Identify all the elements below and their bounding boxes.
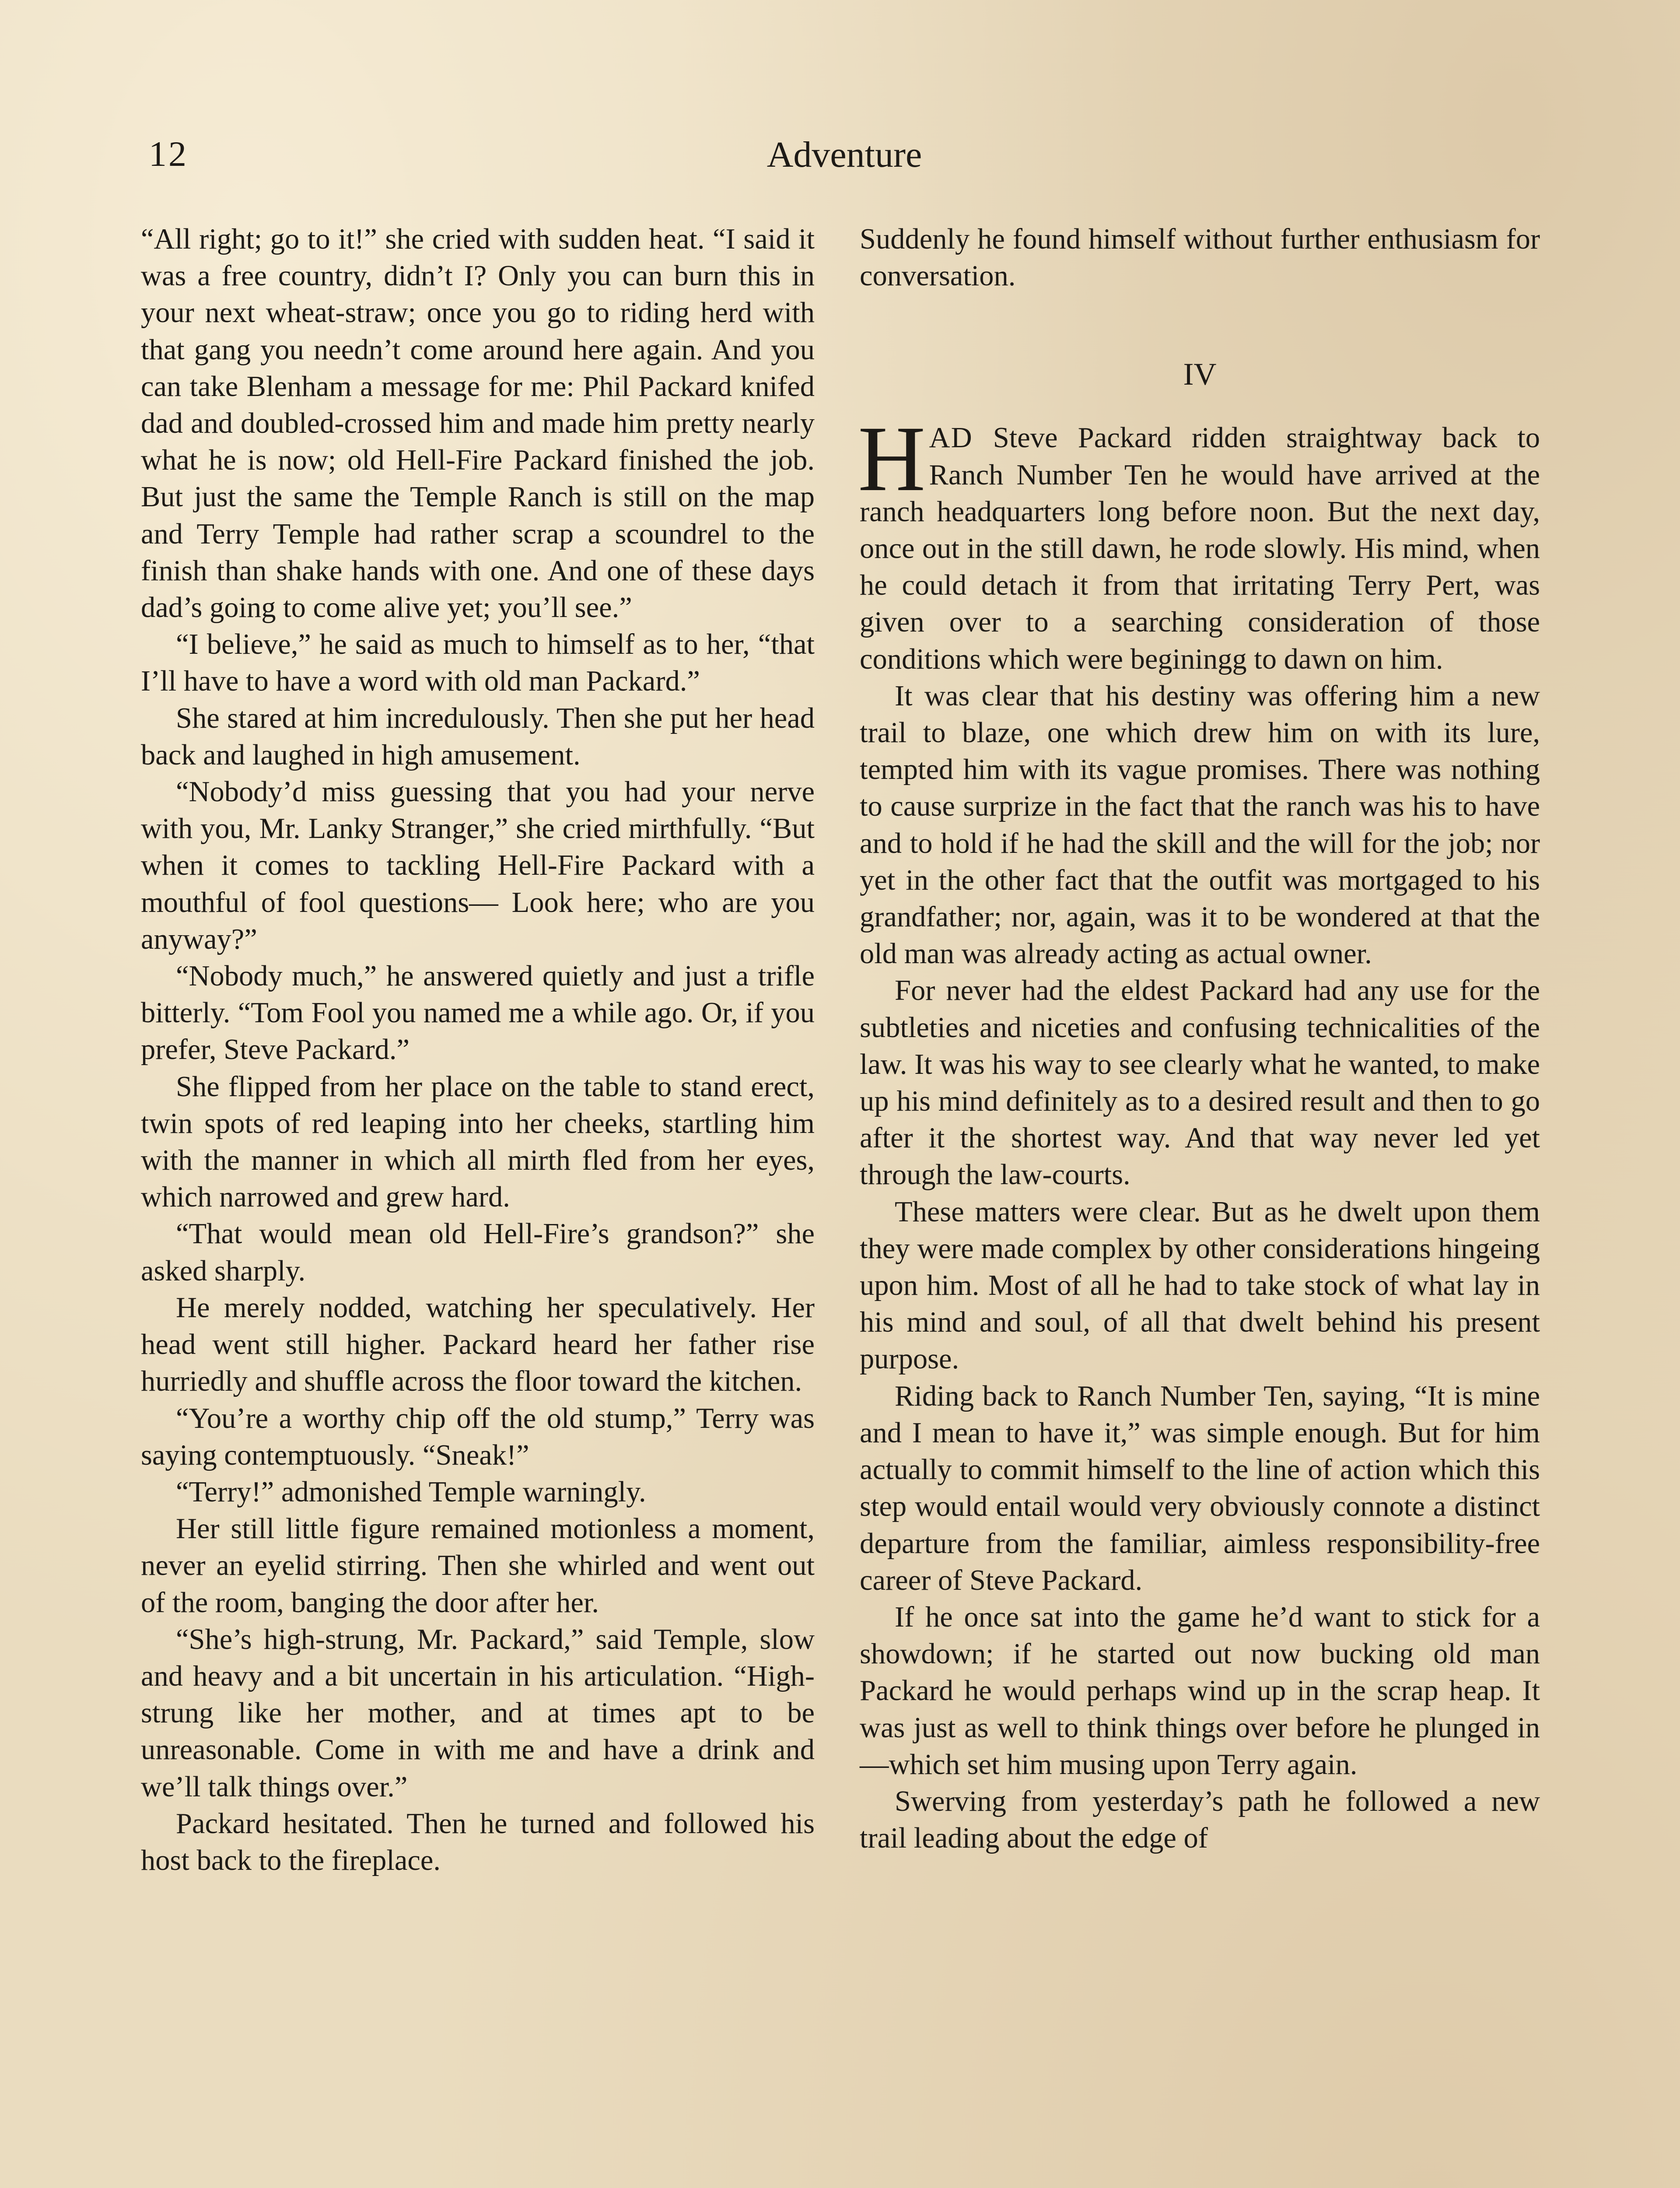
paragraph: It was clear that his destiny was offering him a new trail to blaze, one which drew him on with its lure, tempted him with its vague promises. There was nothing to cause surprize in the fact that the ranch was his to have and to hold if he had the skill and the will for the job; nor yet in the other fact that the outfit was mortgaged to his grandfather; nor, again, was it to be wondered at that the old man was already acting as actual owner. [860, 680, 1540, 970]
paragraph: If he once sat into the game he’d want to stick for a showdown; if he started out now bucking old man Packard he would perhaps wind up in the scrap heap. It was just as well to think things over before he plunged in—which set him musing upon Terry again. [860, 1601, 1540, 1781]
page-number: 12 [149, 134, 188, 174]
paragraph: She stared at him incredulously. Then she put her head back and laughed in high amusement. [141, 702, 815, 771]
running-head [149, 133, 1540, 186]
paragraph: Riding back to Ranch Number Ten, saying, “It is mine and I mean to have it,” was simple enough. But for him actually to commit himself to the line of action which this step would entail would very obviously connote a distinct departure from the familiar, aimless responsibility-free career of Steve Packard. [860, 1380, 1540, 1596]
paragraph: For never had the eldest Packard had any use for the subtleties and niceties and confusing technicalities of the law. It was his way to see clearly what he wanted, to make up his mind definitely as to a desired result and then to go after it the shortest way. And that way never led yet through the law-courts. [860, 975, 1540, 1191]
paragraph: “Terry!” admonished Temple warningly. [176, 1476, 646, 1508]
drop-cap-letter: H [858, 407, 926, 511]
paragraph: He merely nodded, watching her speculatively. Her head went still higher. Packard heard her father rise hurriedly and shuffle across the floor toward the kitchen. [141, 1291, 815, 1398]
paragraph: “I believe,” he said as much to himself as to her, “that I’ll have to have a word with old man Packard.” [141, 628, 815, 698]
paragraph: “She’s high-strung, Mr. Packard,” said Temple, slow and heavy and a bit uncertain in his articulation. “High-strung like her mother, and at times apt to be unreasonable. Come in with me and have a drink and we’ll talk things over.” [141, 1623, 815, 1803]
dropcap-paragraph [858, 407, 1540, 677]
paragraph: Packard hesitated. Then he turned and followed his host back to the fireplace. [141, 1807, 815, 1876]
right-column [860, 221, 1540, 1857]
paragraph: These matters were clear. But as he dwelt upon them they were made complex by other considerations hingeing upon him. Most of all he had to take stock of what lay in his mind and soul, of all that dwelt behind his present purpose. [860, 1196, 1540, 1375]
paragraph: “You’re a worthy chip off the old stump,” Terry was saying contemptuously. “Sneak!” [141, 1402, 815, 1471]
paragraph: Swerving from yesterday’s path he followed a new trail leading about the edge of [860, 1785, 1540, 1855]
paragraph: “All right; go to it!” she cried with sudden heat. “I said it was a free country, didn’t I? Only you can burn this in your next wheat-straw; once you go to riding herd with that gang you needn’t come around here again. And you can take Blenham a message for me: Phil Packard knifed dad and doubled-crossed him and made him pretty nearly what he is now; old Hell-Fire Packard finished the job. But just the same the Temple Ranch is still on the map and Terry Temple had rather scrap a scoundrel to the finish than shake hands with one. And one of these days dad’s going to come alive yet; you’ll see.” [141, 223, 815, 624]
paragraph: She flipped from her place on the table to stand erect, twin spots of red leaping into her cheeks, startling him with the manner in which all mirth fled from her eyes, which narrowed and grew hard. [141, 1070, 815, 1213]
paragraph: “That would mean old Hell-Fire’s grandson?” she asked sharply. [141, 1218, 815, 1287]
dropcap-smallcaps: AD [929, 422, 973, 454]
journal-title: Adventure [766, 134, 922, 175]
continuation-paragraph: Suddenly he found himself without further enthusiasm for conversation. [860, 223, 1540, 292]
paragraph: “Nobody’d miss guessing that you had your nerve with you, Mr. Lanky Stranger,” she cried mirthfully. “But when it comes to tackling Hell-Fire Packard with a mouthful of fool questions— Look here; who are you anyway?” [141, 776, 815, 955]
dropcap-paragraph-text: Steve Packard ridden straightway back to Ranch Number Ten he would have arrived at the ranch headquarters long before noon. But the next day, once out in the still dawn, he rode slowly. His mind, when he could detach it from that irritating Terry Pert, was given over to a searching consideration of those conditions which were beginingg to dawn on him. [860, 422, 1540, 675]
paragraph: Her still little figure remained motionless a moment, never an eyelid stirring. Then she whirled and went out of the room, banging the door after her. [141, 1513, 815, 1619]
section-heading: IV [1183, 357, 1217, 392]
paragraph: “Nobody much,” he answered quietly and just a trifle bitterly. “Tom Fool you named me a while ago. Or, if you prefer, Steve Packard.” [141, 960, 815, 1066]
left-column [141, 221, 815, 1879]
